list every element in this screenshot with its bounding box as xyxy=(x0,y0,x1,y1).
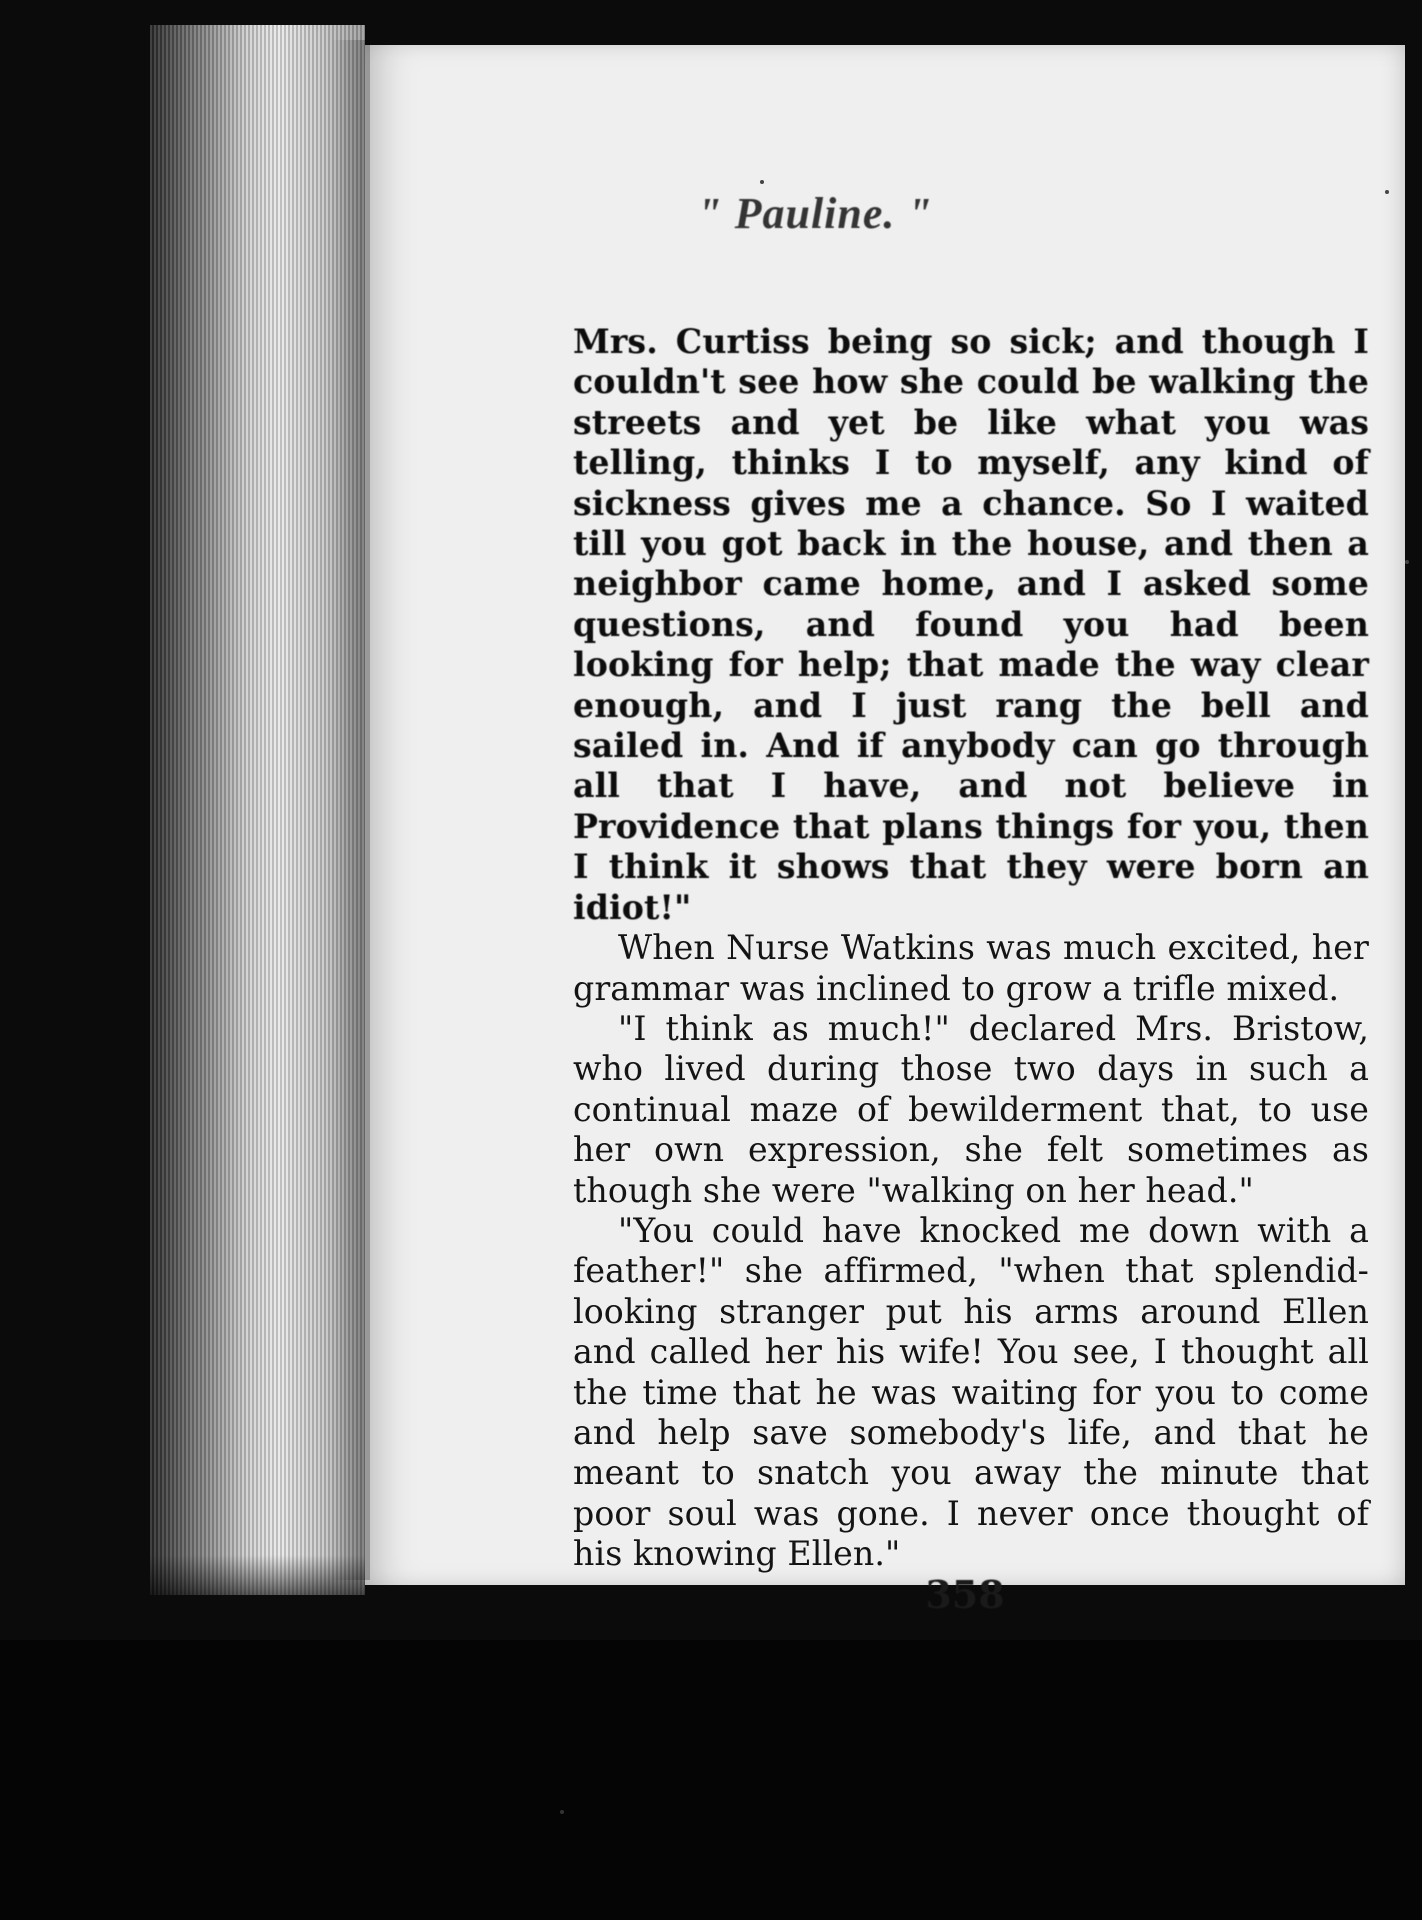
scanner-background xyxy=(0,1640,1422,1920)
paragraph-1: Mrs. Curtiss being so sick; and though I couldn't see how she could be walking the streets and yet be like what you was telling, thinks I to myself, any kind of sickness gives me a chance. So I waited till you got back in the house, and then a neighbor came home, and I asked some questions, and found you had been looking for help; that made the way clear enough, and I just rang the bell and sailed in. And if anybody can go through all that I have, and not believe in Providence that plans things for you, then I think it shows that they were born an idiot!" xyxy=(573,322,1369,927)
running-head: " Pauline. " xyxy=(697,189,933,238)
dust-speck xyxy=(1405,560,1409,564)
paragraph-3: "I think as much!" declared Mrs. Bristow, who lived during those two days in such a continual maze of bewilderment that, to use her own expression, she felt sometimes as though she were "walking on her head." xyxy=(573,1008,1369,1210)
dust-speck xyxy=(560,1810,564,1814)
dust-speck xyxy=(760,180,764,184)
body-text xyxy=(573,322,1369,1575)
dust-speck xyxy=(1385,190,1389,194)
spine-shadow xyxy=(330,40,370,1580)
page-number: 358 xyxy=(925,1572,1005,1617)
paragraph-2: When Nurse Watkins was much excited, her grammar was inclined to grow a trifle mixed. xyxy=(573,928,1369,1008)
paragraph-4: "You could have knocked me down with a feather!" she affirmed, "when that splendid-looking stranger put his arms around Ellen and called her his wife! You see, I thought all the time that he was waiting for you to come and help save somebody's life, and that he meant to snatch you away the minute that poor soul was gone. I never once thought of his knowing Ellen." xyxy=(573,1210,1369,1574)
